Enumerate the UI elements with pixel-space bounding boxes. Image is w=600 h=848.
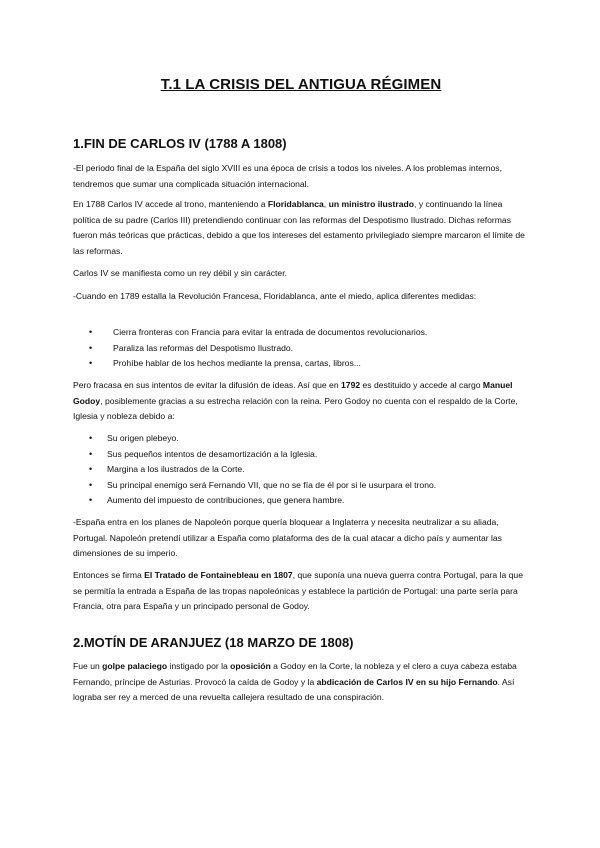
section-1-paragraph-1: -El periodo final de la España del siglo XVIII es una época de crisis a todos los niveles. A los problemas internos, tendremos que sumar una complicada situación internacional. <box>73 163 502 189</box>
bullet-icon: • <box>89 448 93 459</box>
list-item: • Prohíbe hablar de los hechos mediante la prensa, cartas, libros... <box>73 356 529 372</box>
section-2-paragraph-1: Fue un golpe palaciego instigado por la oposición a Godoy en la Corte, la nobleza y el clero a cuya cabeza estaba Fernando, príncipe de Asturias. Provocó la caída de Godoy y la abdicación de Carlos IV en su hijo Fernando. Así lograba ser rey a merced de una revuelta callejera resultado de una conspiración. <box>73 661 517 702</box>
bullet-icon: • <box>89 464 93 474</box>
list-item: • Paraliza las reformas del Despotismo Ilustrado. <box>73 341 529 357</box>
bullet-icon: • <box>89 358 93 368</box>
section-1-paragraph-4: -Cuando en 1789 estalla la Revolución Francesa, Floridablanca, ante el miedo, aplica diferentes medidas: <box>73 291 477 301</box>
document-title: T.1 LA CRISIS DEL ANTIGUA RÉGIMEN <box>160 76 442 93</box>
section-1-paragraph-2: En 1788 Carlos IV accede al trono, manteniendo a Floridablanca, un ministro ilustrado, y continuando la línea política de su padre (Carlos III) pretendiendo continuar con las reformas del Despotismo Ilustrado. Dichas reformas fueron más teóricas que prácticas, debido a que los intereses del estamento privilegiado siempre marcaron el límite de las reformas. <box>73 199 525 256</box>
measures-list <box>73 325 529 372</box>
bullet-icon: • <box>89 495 93 505</box>
list-item: • Margina a los ilustrados de la Corte. <box>73 462 529 478</box>
list-item: • Cierra fronteras con Francia para evitar la entrada de documentos revolucionarios. <box>73 325 529 341</box>
section-1-paragraph-3: Carlos IV se manifiesta como un rey débil y sin carácter. <box>73 268 287 278</box>
section-2-heading: 2.MOTÍN DE ARANJUEZ (18 MARZO DE 1808) <box>73 635 354 650</box>
reasons-list <box>73 431 529 509</box>
bullet-icon: • <box>89 327 93 337</box>
list-item: • Su principal enemigo será Fernando VII, que no se fía de él por si le usurpara el trono. <box>73 478 529 494</box>
section-1-paragraph-5: Pero fracasa en sus intentos de evitar la difusión de ideas. Así que en 1792 es destituido y accede al cargo Manuel Godoy, posiblemente gracias a su estrecha relación con la reina. Pero Godoy no cuenta con el respaldo de la Corte, Iglesia y nobleza debido a: <box>73 380 518 421</box>
list-item: • Aumento del impuesto de contribuciones, que genera hambre. <box>73 493 529 509</box>
bullet-icon: • <box>89 479 93 490</box>
section-1-paragraph-7: Entonces se firma El Tratado de Fontainebleau en 1807, que suponía una nueva guerra contra Portugal, para la que se permitía la entrada a España de las tropas napoleónicas y establece la partición de Portugal: una parte sería para Francia, otra para España y un principado personal de Godoy. <box>73 570 523 611</box>
section-1-paragraph-6: -España entra en los planes de Napoleón porque quería bloquear a Inglaterra y necesita neutralizar a su aliada, Portugal. Napoleón pretendí utilizar a España como plataforma des de la cual atacar a dicho país y aumentar las dimensiones de su imperio. <box>73 517 502 558</box>
list-item: • Sus pequeños intentos de desamortización a la Iglesia. <box>73 447 529 463</box>
bullet-icon: • <box>89 433 93 443</box>
section-1-heading: 1.FIN DE CARLOS IV (1788 A 1808) <box>73 136 287 151</box>
bullet-icon: • <box>89 342 93 353</box>
list-item: • Su origen plebeyo. <box>73 431 529 447</box>
